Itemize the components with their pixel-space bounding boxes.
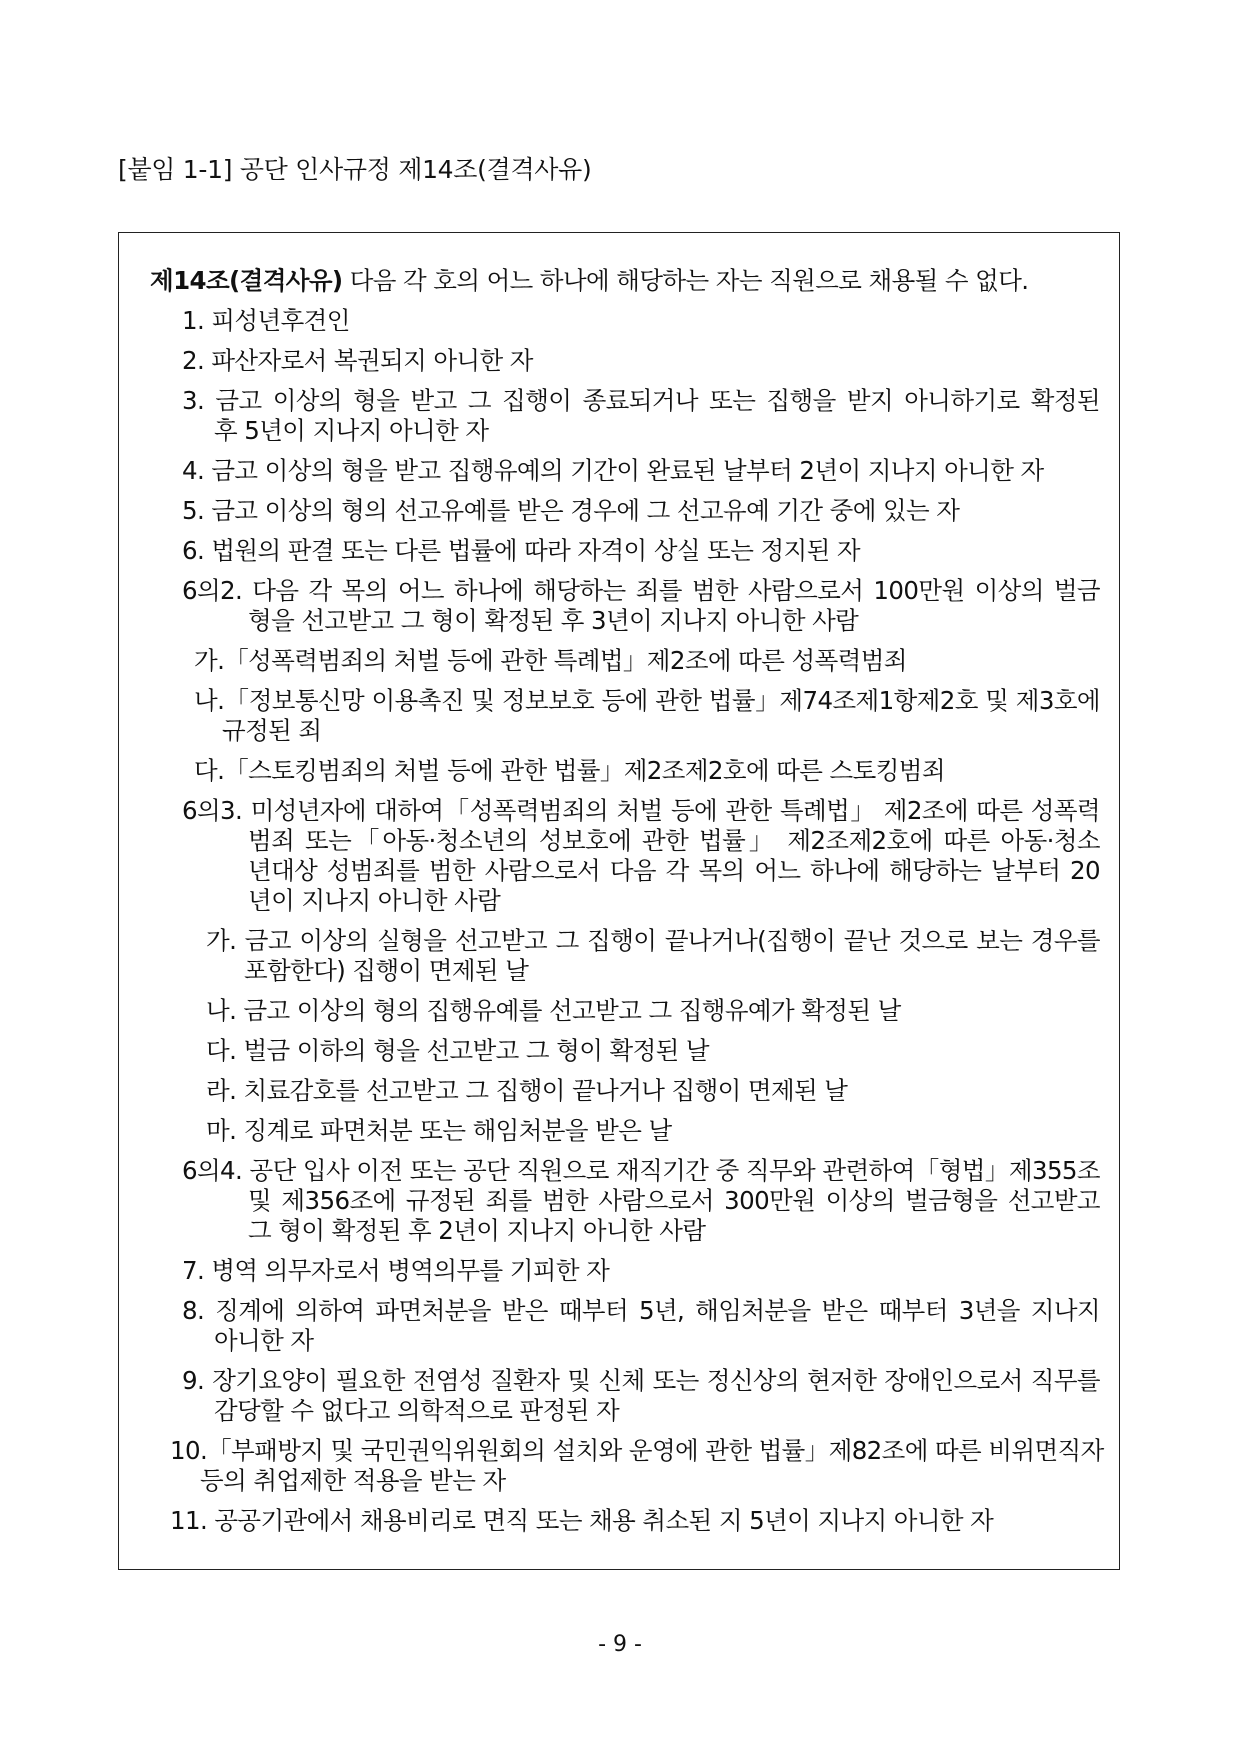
item-6-3-da: 다. 벌금 이하의 형을 선고받고 그 형이 확정된 날 [206, 1036, 709, 1065]
item-6-3-ma: 마. 징계로 파면처분 또는 해임처분을 받은 날 [206, 1116, 672, 1145]
item-6-3-line-3: 년대상 성범죄를 범한 사람으로서 다음 각 목의 어느 하나에 해당하는 날부터 20 [248, 856, 1100, 885]
item-4: 4. 금고 이상의 형을 받고 집행유예의 기간이 완료된 날부터 2년이 지나지 아니한 자 [182, 456, 1044, 485]
item-6: 6. 법원의 판결 또는 다른 법률에 따라 자격이 상실 또는 정지된 자 [182, 536, 860, 565]
article-title: 제14조(결격사유) [150, 266, 343, 295]
item-6-3-ra: 라. 치료감호를 선고받고 그 집행이 끝나거나 집행이 면제된 날 [206, 1076, 848, 1105]
item-6-3-ga-line-1: 가. 금고 이상의 실형을 선고받고 그 집행이 끝나거나(집행이 끝난 것으로 보는 경우를 [206, 926, 1100, 955]
page-number: - 9 - [598, 1632, 642, 1657]
item-6-3-line-2: 범죄 또는「아동·청소년의 성보호에 관한 법률」 제2조제2호에 따른 아동·청소 [248, 826, 1100, 855]
item-6-4-line-2: 및 제356조에 규정된 죄를 범한 사람으로서 300만원 이상의 벌금형을 선고받고 [248, 1186, 1100, 1215]
article-title-line [150, 266, 1035, 296]
item-6-3-na: 나. 금고 이상의 형의 집행유예를 선고받고 그 집행유예가 확정된 날 [206, 996, 901, 1025]
item-3-line-1: 3. 금고 이상의 형을 받고 그 집행이 종료되거나 또는 집행을 받지 아니하기로 확정된 [182, 386, 1100, 415]
item-6-2-line-1: 6의2. 다음 각 목의 어느 하나에 해당하는 죄를 범한 사람으로서 100만원 이상의 벌금 [182, 576, 1100, 605]
item-6-4-line-1: 6의4. 공단 입사 이전 또는 공단 직원으로 재직기간 중 직무와 관련하여「형법」제355조 [182, 1156, 1100, 1185]
item-6-2-ga: 가.「성폭력범죄의 처벌 등에 관한 특례법」제2조에 따른 성폭력범죄 [194, 646, 907, 675]
item-5: 5. 금고 이상의 형의 선고유예를 받은 경우에 그 선고유예 기간 중에 있는 자 [182, 496, 960, 525]
item-6-3-line-4: 년이 지나지 아니한 사람 [248, 886, 501, 915]
item-6-3-ga-line-2: 포함한다) 집행이 면제된 날 [244, 956, 529, 985]
item-6-4-line-3: 그 형이 확정된 후 2년이 지나지 아니한 사람 [248, 1216, 706, 1245]
item-6-2-line-2: 형을 선고받고 그 형이 확정된 후 3년이 지나지 아니한 사람 [248, 606, 859, 635]
item-2: 2. 파산자로서 복권되지 아니한 자 [182, 346, 533, 375]
item-11: 11. 공공기관에서 채용비리로 면직 또는 채용 취소된 지 5년이 지나지 아니한 자 [170, 1506, 994, 1535]
item-8-line-1: 8. 징계에 의하여 파면처분을 받은 때부터 5년, 해임처분을 받은 때부터 3년을 지나지 [182, 1296, 1100, 1325]
item-6-2-na-line-1: 나.「정보통신망 이용촉진 및 정보보호 등에 관한 법률」제74조제1항제2호 및 제3호에 [194, 686, 1100, 715]
item-1: 1. 피성년후견인 [182, 306, 350, 335]
item-9-line-2: 감당할 수 없다고 의학적으로 판정된 자 [214, 1396, 620, 1425]
item-8-line-2: 아니한 자 [214, 1326, 314, 1355]
item-10-line-2: 등의 취업제한 적용을 받는 자 [200, 1466, 506, 1495]
item-6-2-da: 다.「스토킹범죄의 처벌 등에 관한 법률」제2조제2호에 따른 스토킹범죄 [194, 756, 945, 785]
item-6-2-na-line-2: 규정된 죄 [222, 716, 322, 745]
item-6-3-line-1: 6의3. 미성년자에 대하여「성폭력범죄의 처벌 등에 관한 특례법」 제2조에 따른 성폭력 [182, 796, 1100, 825]
article-intro: 다음 각 호의 어느 하나에 해당하는 자는 직원으로 채용될 수 없다. [342, 266, 1029, 295]
attachment-heading: [붙임 1-1] 공단 인사규정 제14조(결격사유) [118, 155, 592, 184]
item-7: 7. 병역 의무자로서 병역의무를 기피한 자 [182, 1256, 610, 1285]
item-9-line-1: 9. 장기요양이 필요한 전염성 질환자 및 신체 또는 정신상의 현저한 장애인으로서 직무를 [182, 1366, 1100, 1395]
item-3-line-2: 후 5년이 지나지 아니한 자 [214, 416, 489, 445]
item-10-line-1: 10.「부패방지 및 국민권익위원회의 설치와 운영에 관한 법률」제82조에 따른 비위면직자 [170, 1436, 1104, 1465]
